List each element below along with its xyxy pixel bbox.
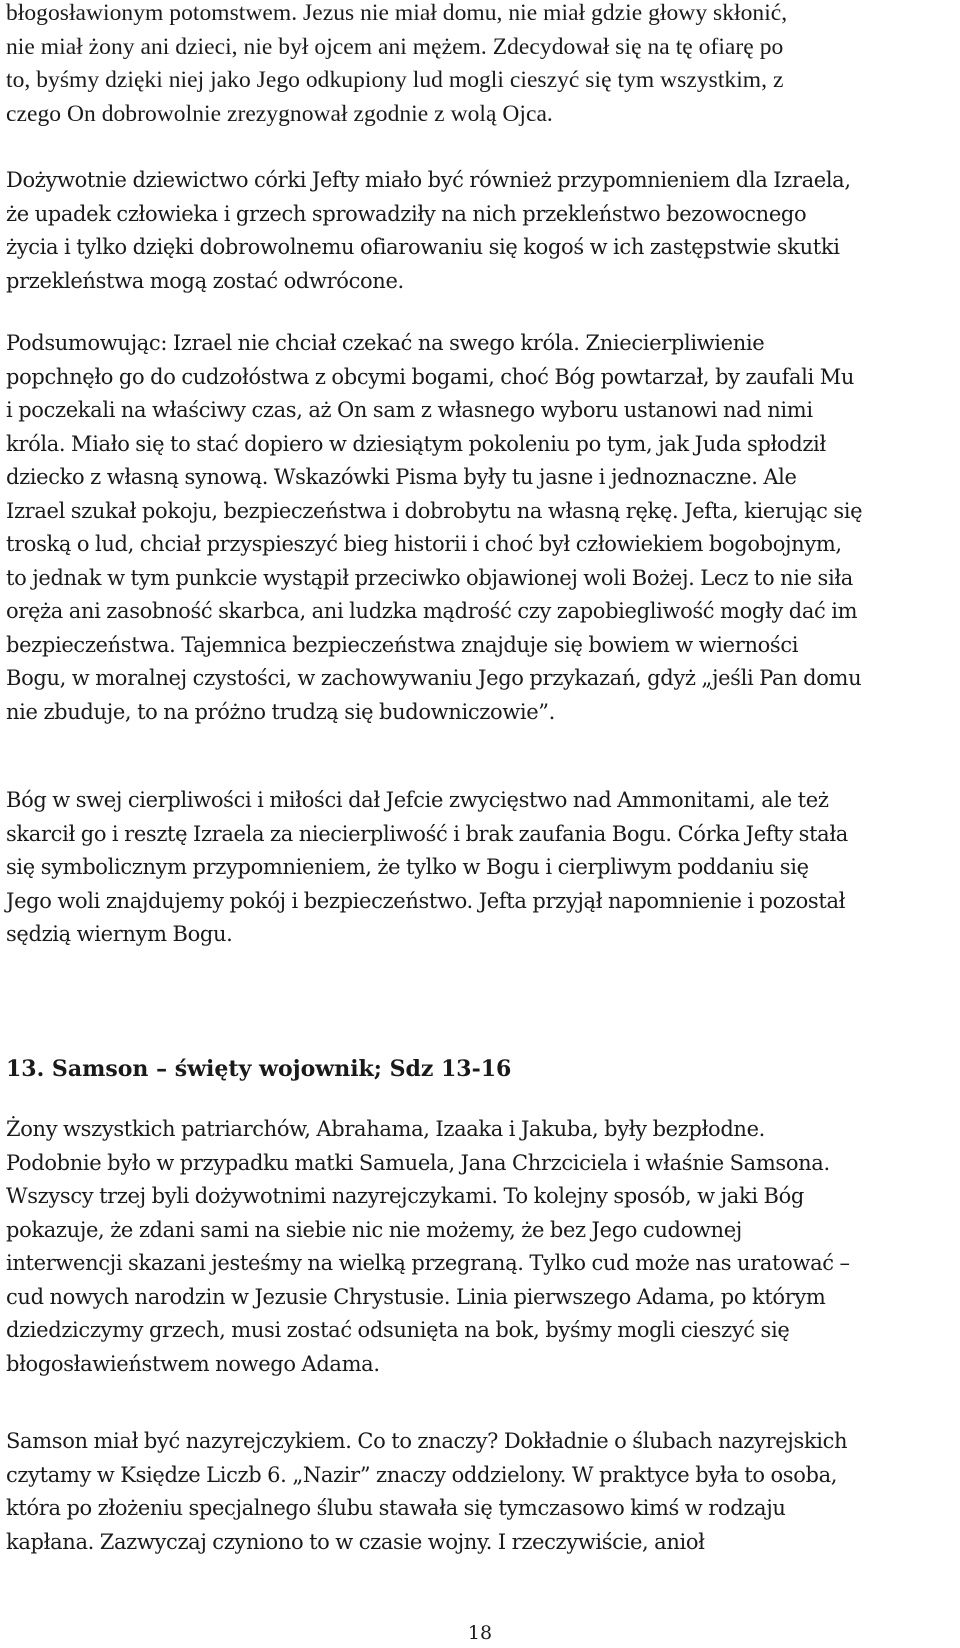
paragraph-jesus-sacrifice <box>6 0 787 131</box>
text-line: Żony wszystkich patriarchów, Abrahama, Izaaka i Jakuba, były bezpłodne. <box>6 1117 765 1141</box>
text-line: Dożywotnie dziewictwo córki Jefty miało być również przypomnieniem dla Izraela, <box>6 168 851 192</box>
text-line: Bóg w swej cierpliwości i miłości dał Jefcie zwycięstwo nad Ammonitami, ale też <box>6 788 829 812</box>
text-line: Podsumowując: Izrael nie chciał czekać na swego króla. Zniecierpliwienie <box>6 331 765 355</box>
text-line: nie miał żony ani dzieci, nie był ojcem ani mężem. Zdecydował się na tę ofiarę po <box>6 33 784 60</box>
text-line: że upadek człowieka i grzech sprowadziły na nich przekleństwo bezowocnego <box>6 201 807 226</box>
text-line: dziedziczymy grzech, musi zostać odsunięta na bok, byśmy mogli cieszyć się <box>6 1318 790 1342</box>
text-line: Izrael szukał pokoju, bezpieczeństwa i dobrobytu na własną rękę. Jefta, kierując się <box>6 498 863 523</box>
text-line: Jego woli znajdujemy pokój i bezpieczeństwo. Jefta przyjął napomnienie i pozostał <box>6 888 846 913</box>
text-line: nie zbuduje, to na próżno trudzą się budowniczowie”. <box>6 699 556 724</box>
paragraph-virginity <box>6 164 851 298</box>
text-line: przekleństwa mogą zostać odwrócone. <box>6 268 404 293</box>
paragraph-god-patience <box>6 784 848 952</box>
text-line: kapłana. Zazwyczaj czyniono to w czasie wojny. I rzeczywiście, anioł <box>6 1529 705 1554</box>
text-line: króla. Miało się to stać dopiero w dziesiątym pokoleniu po tym, jak Juda spłodził <box>6 431 826 456</box>
text-line: oręża ani zasobność skarbca, ani ludzka mądrość czy zapobiegliwość mogły dać im <box>6 599 858 623</box>
paragraph-summary <box>6 327 862 729</box>
text-line: to, byśmy dzięki niej jako Jego odkupiony lud mogli cieszyć się tym wszystkim, z <box>6 67 784 93</box>
text-line: która po złożeniu specjalnego ślubu stawała się tymczasowo kimś w rodzaju <box>6 1496 786 1520</box>
text-line: skarcił go i resztę Izraela za niecierpliwość i brak zaufania Bogu. Córka Jefty stała <box>6 821 848 846</box>
text-line: bezpieczeństwa. Tajemnica bezpieczeństwa znajduje się bowiem w wierności <box>6 632 799 657</box>
text-line: cud nowych narodzin w Jezusie Chrystusie. Linia pierwszego Adama, po którym <box>6 1284 826 1309</box>
text-line: troską o lud, chciał przyspieszyć bieg historii i choć był człowiekiem bogobojnym, <box>6 532 842 556</box>
text-line: Bogu, w moralnej czystości, w zachowywaniu Jego przykazań, gdyż „jeśli Pan domu <box>6 666 862 690</box>
text-line: błogosławionym potomstwem. Jezus nie miał domu, nie miał gdzie głowy skłonić, <box>6 0 788 26</box>
text-line: pokazuje, że zdani sami na siebie nic nie możemy, że bez Jego cudownej <box>6 1217 742 1242</box>
text-line: to jednak w tym punkcie wystąpił przeciwko objawionej woli Bożej. Lecz to nie siła <box>6 565 853 590</box>
paragraph-nazirite <box>6 1425 847 1559</box>
text-line: błogosławieństwem nowego Adama. <box>6 1351 380 1376</box>
text-line: i poczekali na właściwy czas, aż On sam z własnego wyboru ustanowi nad nimi <box>6 398 813 422</box>
text-line: czytamy w Księdze Liczb 6. „Nazir” znaczy oddzielony. W praktyce była to osoba, <box>6 1462 838 1487</box>
text-line: Podobnie było w przypadku matki Samuela, Jana Chrzciciela i właśnie Samsona. <box>6 1150 830 1175</box>
text-line: sędzią wiernym Bogu. <box>6 922 233 946</box>
text-line: Wszyscy trzej byli dożywotnimi nazyrejczykami. To kolejny sposób, w jaki Bóg <box>6 1184 804 1208</box>
text-line: życia i tylko dzięki dobrowolnemu ofiarowaniu się kogoś w ich zastępstwie skutki <box>6 235 840 259</box>
text-line: dziecko z własną synową. Wskazówki Pisma były tu jasne i jednoznaczne. Ale <box>6 465 797 489</box>
text-line: popchnęło go do cudzołóstwa z obcymi bogami, choć Bóg powtarzał, by zaufali Mu <box>6 364 855 389</box>
text-line: Samson miał być nazyrejczykiem. Co to znaczy? Dokładnie o ślubach nazyrejskich <box>6 1429 848 1453</box>
text-line: się symbolicznym przypomnieniem, że tylko w Bogu i cierpliwym poddaniu się <box>6 855 809 879</box>
text-line: czego On dobrowolnie zrezygnował zgodnie z wolą Ojca. <box>6 100 553 127</box>
section-heading: 13. Samson – święty wojownik; Sdz 13-16 <box>6 1056 512 1082</box>
text-line: interwencji skazani jesteśmy na wielką przegraną. Tylko cud może nas uratować – <box>6 1251 850 1275</box>
paragraph-patriarchs <box>6 1113 850 1381</box>
page-number: 18 <box>467 1622 493 1644</box>
